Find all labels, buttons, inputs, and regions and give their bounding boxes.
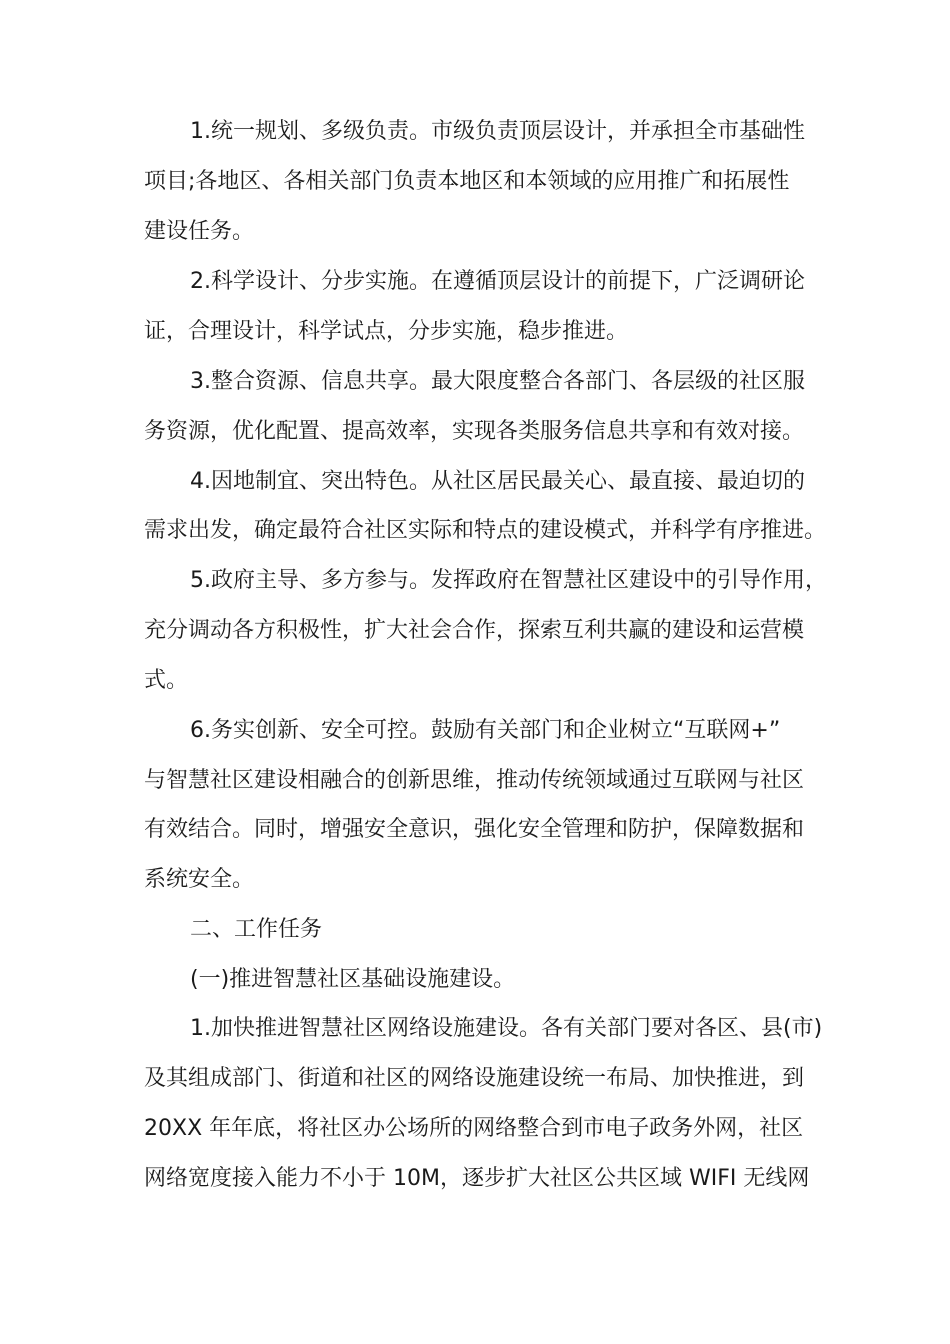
paragraph-line: 6.务实创新、安全可控。鼓励有关部门和企业树立“互联网+” [190, 718, 781, 743]
paragraph-line: 20XX 年年底，将社区办公场所的网络整合到市电子政务外网，社区 [144, 1116, 804, 1141]
paragraph-line: 1.加快推进智慧社区网络设施建设。各有关部门要对各区、县(市) [190, 1016, 823, 1041]
paragraph-line: 3.整合资源、信息共享。最大限度整合各部门、各层级的社区服 [190, 369, 805, 394]
paragraph-line: 充分调动各方积极性，扩大社会合作，探索互利共赢的建设和运营模 [144, 618, 805, 643]
paragraph-line: 系统安全。 [144, 867, 255, 892]
paragraph-line: 4.因地制宜、突出特色。从社区居民最关心、最直接、最迫切的 [190, 469, 805, 494]
paragraph-line: 证，合理设计，科学试点，分步实施，稳步推进。 [144, 319, 629, 344]
paragraph-line: 网络宽度接入能力不小于 10M，逐步扩大社区公共区域 WIFI 无线网 [144, 1166, 810, 1191]
paragraph-line: 建设任务。 [144, 219, 255, 244]
paragraph-line: 1.统一规划、多级负责。市级负责顶层设计，并承担全市基础性 [190, 119, 805, 144]
paragraph-line: 2.科学设计、分步实施。在遵循顶层设计的前提下，广泛调研论 [190, 269, 805, 294]
paragraph-line: 项目;各地区、各相关部门负责本地区和本领域的应用推广和拓展性 [144, 169, 790, 194]
section-heading: 二、工作任务 [190, 917, 323, 942]
subsection-heading: (一)推进智慧社区基础设施建设。 [190, 967, 516, 992]
paragraph-line: 需求出发，确定最符合社区实际和特点的建设模式，并科学有序推进。 [144, 518, 827, 543]
paragraph-line: 务资源，优化配置、提高效率，实现各类服务信息共享和有效对接。 [144, 419, 805, 444]
paragraph-line: 5.政府主导、多方参与。发挥政府在智慧社区建设中的引导作用， [190, 568, 827, 593]
paragraph-line: 与智慧社区建设相融合的创新思维，推动传统领域通过互联网与社区 [144, 768, 805, 793]
paragraph-line: 及其组成部门、街道和社区的网络设施建设统一布局、加快推进，到 [144, 1066, 805, 1091]
paragraph-line: 有效结合。同时，增强安全意识，强化安全管理和防护，保障数据和 [144, 817, 805, 842]
paragraph-line: 式。 [144, 668, 189, 693]
